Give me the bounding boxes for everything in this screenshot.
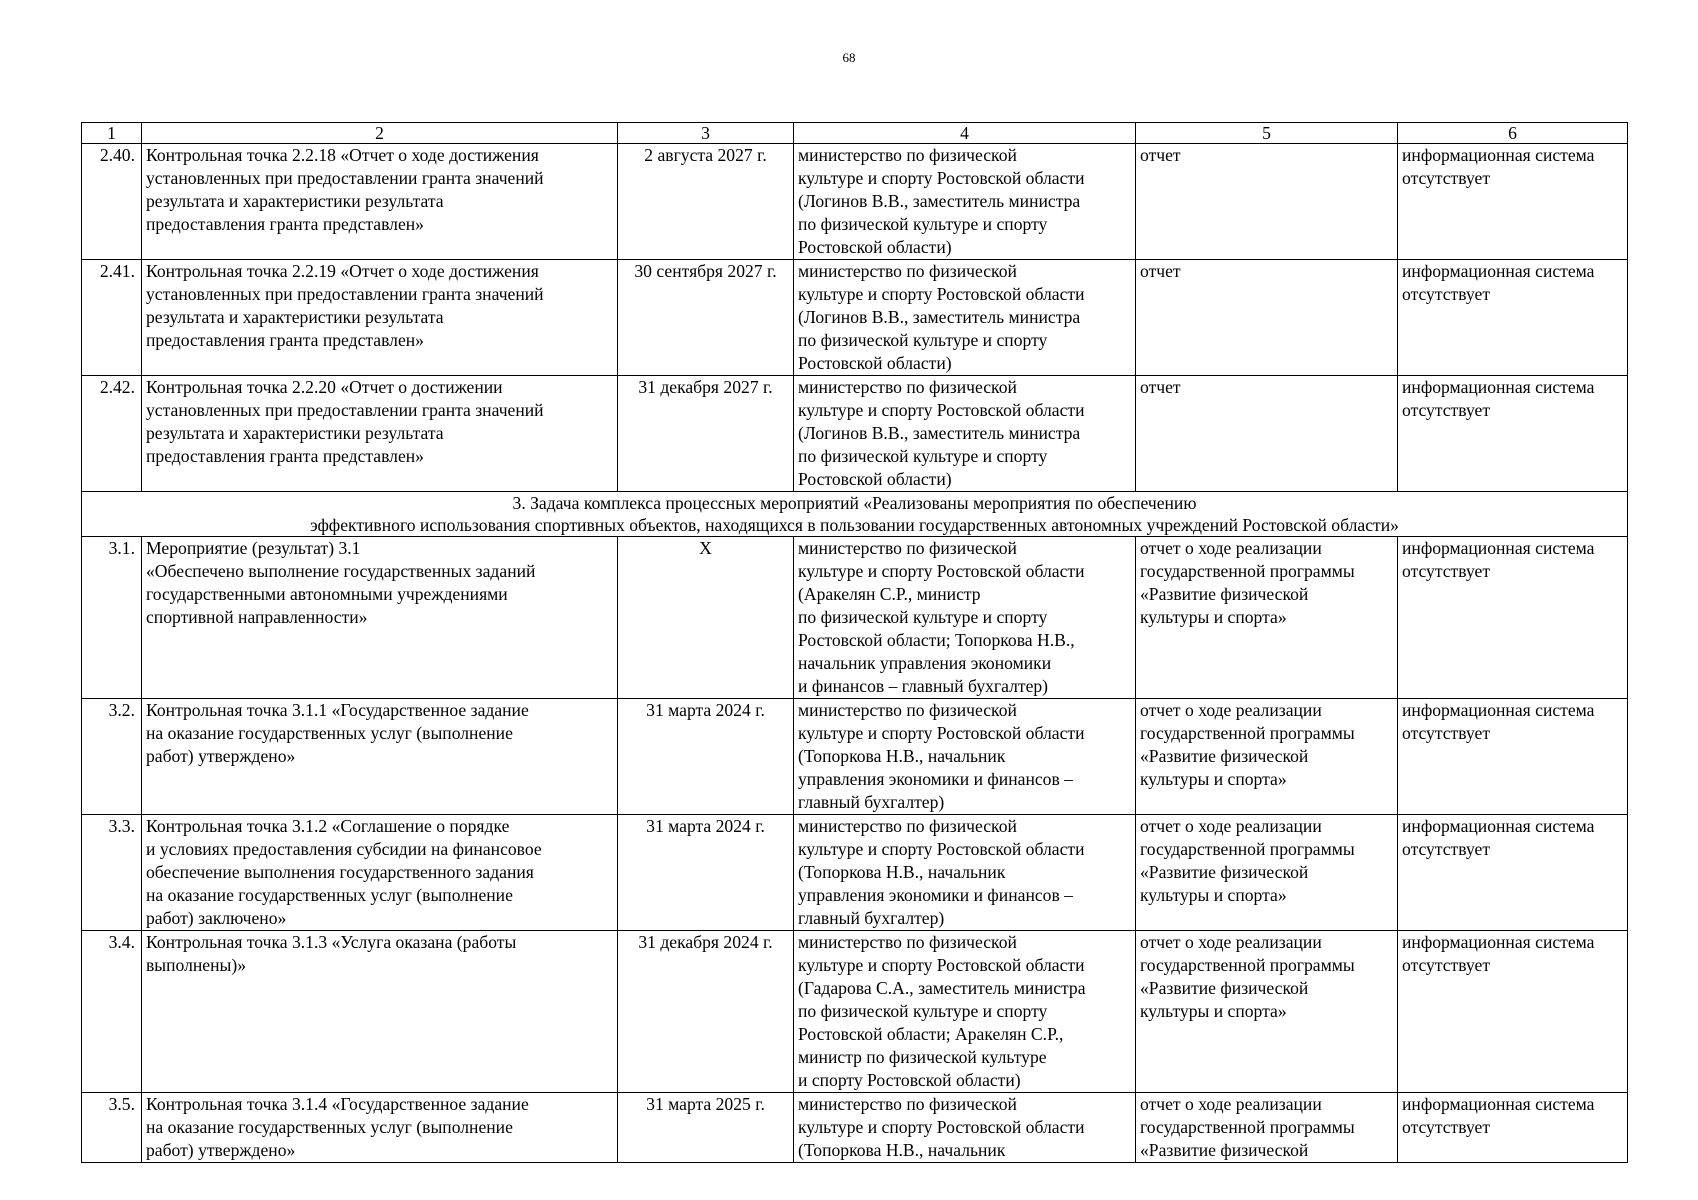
- responsible-line: главный бухгалтер): [798, 792, 945, 812]
- information-system-line: отсутствует: [1402, 168, 1491, 188]
- responsible-line: по физической культуре и спорту: [798, 607, 1048, 627]
- responsible-line: Ростовской области): [798, 469, 952, 489]
- information-system: [1398, 815, 1628, 931]
- table-row: [82, 537, 1628, 699]
- responsible: [794, 1093, 1136, 1163]
- event-name: [142, 376, 618, 492]
- column-header: 1: [82, 123, 142, 144]
- responsible-line: министр по физической культуре: [798, 1047, 1047, 1067]
- responsible-line: культуре и спорту Ростовской области: [798, 839, 1085, 859]
- event-name-line: спортивной направленности»: [146, 607, 368, 627]
- information-system-line: отсутствует: [1402, 284, 1491, 304]
- event-name-line: Контрольная точка 2.2.19 «Отчет о ходе достижения: [146, 261, 539, 281]
- responsible: [794, 537, 1136, 699]
- event-name-line: Контрольная точка 2.2.18 «Отчет о ходе достижения: [146, 145, 539, 165]
- deadline: 2 августа 2027 г.: [618, 144, 794, 260]
- document-type: [1136, 699, 1398, 815]
- document-type-line: отчет о ходе реализации: [1140, 816, 1322, 836]
- responsible-line: Ростовской области; Аракелян С.Р.,: [798, 1024, 1064, 1044]
- information-system-line: информационная система: [1402, 816, 1595, 836]
- information-system-line: информационная система: [1402, 932, 1595, 952]
- section-title-line: эффективного использования спортивных объектов, находящихся в пользовании государственных автономных учреждений Ростовской области»: [310, 515, 1399, 535]
- document-type-line: отчет о ходе реализации: [1140, 932, 1322, 952]
- information-system: [1398, 699, 1628, 815]
- responsible-line: министерство по физической: [798, 261, 1017, 281]
- responsible-line: (Гадарова С.А., заместитель министра: [798, 978, 1086, 998]
- document-type-line: отчет о ходе реализации: [1140, 700, 1322, 720]
- table-row: [82, 1093, 1628, 1163]
- document-type-line: «Развитие физической: [1140, 978, 1309, 998]
- table-row: [82, 815, 1628, 931]
- document-type: [1136, 537, 1398, 699]
- event-name: [142, 931, 618, 1093]
- event-name-line: Контрольная точка 3.1.4 «Государственное задание: [146, 1094, 529, 1114]
- responsible-line: министерство по физической: [798, 816, 1017, 836]
- table-row: [82, 699, 1628, 815]
- document-type: [1136, 376, 1398, 492]
- document-type-line: отчет: [1140, 377, 1181, 397]
- document-type-line: культуры и спорта»: [1140, 769, 1287, 789]
- deadline: 31 декабря 2027 г.: [618, 376, 794, 492]
- responsible: [794, 144, 1136, 260]
- responsible-line: управления экономики и финансов –: [798, 885, 1073, 905]
- event-name-line: на оказание государственных услуг (выполнение: [146, 1117, 513, 1137]
- responsible-line: министерство по физической: [798, 700, 1017, 720]
- event-name-line: работ) утверждено»: [146, 1140, 296, 1160]
- responsible-line: и спорту Ростовской области): [798, 1070, 1021, 1090]
- event-name: [142, 537, 618, 699]
- document-type: [1136, 931, 1398, 1093]
- information-system: [1398, 1093, 1628, 1163]
- document-type: [1136, 1093, 1398, 1163]
- document-type: [1136, 815, 1398, 931]
- information-system-line: информационная система: [1402, 700, 1595, 720]
- deadline: 31 марта 2024 г.: [618, 815, 794, 931]
- document-type-line: «Развитие физической: [1140, 746, 1309, 766]
- responsible-line: (Логинов В.В., заместитель министра: [798, 191, 1081, 211]
- plan-table: [81, 122, 1628, 1163]
- information-system: [1398, 144, 1628, 260]
- information-system-line: информационная система: [1402, 145, 1595, 165]
- event-name-line: работ) заключено»: [146, 908, 287, 928]
- information-system-line: отсутствует: [1402, 723, 1491, 743]
- document-type-line: государственной программы: [1140, 955, 1355, 975]
- deadline: 31 декабря 2024 г.: [618, 931, 794, 1093]
- document-type-line: «Развитие физической: [1140, 862, 1309, 882]
- row-number: 3.2.: [82, 699, 142, 815]
- responsible-line: культуре и спорту Ростовской области: [798, 723, 1085, 743]
- information-system: [1398, 376, 1628, 492]
- event-name-line: результата и характеристики результата: [146, 307, 444, 327]
- event-name-line: Мероприятие (результат) 3.1: [146, 538, 361, 558]
- section-title-line: 3. Задача комплекса процессных мероприятий «Реализованы мероприятия по обеспечению: [512, 493, 1197, 513]
- event-name: [142, 699, 618, 815]
- document-type-line: государственной программы: [1140, 839, 1355, 859]
- section-row: [82, 492, 1628, 537]
- header-row: [82, 123, 1628, 144]
- responsible-line: культуре и спорту Ростовской области: [798, 561, 1085, 581]
- event-name-line: работ) утверждено»: [146, 746, 296, 766]
- document-type: [1136, 260, 1398, 376]
- event-name-line: предоставления гранта представлен»: [146, 446, 424, 466]
- information-system-line: информационная система: [1402, 538, 1595, 558]
- responsible: [794, 376, 1136, 492]
- responsible-line: Ростовской области): [798, 353, 952, 373]
- row-number: 2.42.: [82, 376, 142, 492]
- event-name-line: результата и характеристики результата: [146, 191, 444, 211]
- responsible-line: министерство по физической: [798, 538, 1017, 558]
- document-type-line: отчет: [1140, 261, 1181, 281]
- event-name-line: установленных при предоставлении гранта значений: [146, 284, 544, 304]
- event-name-line: установленных при предоставлении гранта значений: [146, 168, 544, 188]
- event-name-line: предоставления гранта представлен»: [146, 214, 424, 234]
- responsible-line: главный бухгалтер): [798, 908, 945, 928]
- event-name-line: результата и характеристики результата: [146, 423, 444, 443]
- responsible-line: министерство по физической: [798, 932, 1017, 952]
- responsible-line: культуре и спорту Ростовской области: [798, 168, 1085, 188]
- table-row: [82, 376, 1628, 492]
- event-name: [142, 815, 618, 931]
- column-header: 2: [142, 123, 618, 144]
- responsible-line: по физической культуре и спорту: [798, 330, 1048, 350]
- table-row: [82, 931, 1628, 1093]
- column-header: 3: [618, 123, 794, 144]
- document-type-line: культуры и спорта»: [1140, 607, 1287, 627]
- responsible-line: культуре и спорту Ростовской области: [798, 284, 1085, 304]
- event-name-line: обеспечение выполнения государственного задания: [146, 862, 534, 882]
- document-type-line: «Развитие физической: [1140, 1140, 1309, 1160]
- row-number: 2.41.: [82, 260, 142, 376]
- document-type-line: «Развитие физической: [1140, 584, 1309, 604]
- document-type-line: отчет о ходе реализации: [1140, 538, 1322, 558]
- responsible-line: Ростовской области): [798, 237, 952, 257]
- responsible-line: начальник управления экономики: [798, 653, 1052, 673]
- responsible-line: министерство по физической: [798, 1094, 1017, 1114]
- row-number: 3.5.: [82, 1093, 142, 1163]
- column-header: 5: [1136, 123, 1398, 144]
- responsible: [794, 699, 1136, 815]
- document-type-line: культуры и спорта»: [1140, 1001, 1287, 1021]
- responsible-line: министерство по физической: [798, 377, 1017, 397]
- information-system-line: отсутствует: [1402, 839, 1491, 859]
- responsible-line: и финансов – главный бухгалтер): [798, 676, 1049, 696]
- responsible-line: по физической культуре и спорту: [798, 214, 1048, 234]
- deadline: 31 марта 2024 г.: [618, 699, 794, 815]
- information-system: [1398, 260, 1628, 376]
- event-name-line: на оказание государственных услуг (выполнение: [146, 723, 513, 743]
- table-row: [82, 144, 1628, 260]
- responsible-line: (Топоркова Н.В., начальник: [798, 746, 1006, 766]
- table-row: [82, 260, 1628, 376]
- event-name-line: Контрольная точка 3.1.3 «Услуга оказана (работы: [146, 932, 517, 952]
- responsible-line: управления экономики и финансов –: [798, 769, 1073, 789]
- event-name-line: «Обеспечено выполнение государственных заданий: [146, 561, 536, 581]
- information-system: [1398, 537, 1628, 699]
- information-system-line: информационная система: [1402, 1094, 1595, 1114]
- information-system-line: информационная система: [1402, 377, 1595, 397]
- column-header: 6: [1398, 123, 1628, 144]
- responsible-line: культуре и спорту Ростовской области: [798, 955, 1085, 975]
- responsible-line: министерство по физической: [798, 145, 1017, 165]
- responsible-line: (Логинов В.В., заместитель министра: [798, 423, 1081, 443]
- information-system-line: отсутствует: [1402, 561, 1491, 581]
- responsible: [794, 931, 1136, 1093]
- event-name: [142, 144, 618, 260]
- event-name: [142, 1093, 618, 1163]
- event-name-line: Контрольная точка 3.1.1 «Государственное задание: [146, 700, 529, 720]
- row-number: 3.3.: [82, 815, 142, 931]
- document-type-line: отчет о ходе реализации: [1140, 1094, 1322, 1114]
- column-header: 4: [794, 123, 1136, 144]
- page-number: 68: [842, 50, 856, 65]
- responsible-line: (Аракелян С.Р., министр: [798, 584, 981, 604]
- event-name-line: предоставления гранта представлен»: [146, 330, 424, 350]
- responsible-line: (Логинов В.В., заместитель министра: [798, 307, 1081, 327]
- information-system-line: отсутствует: [1402, 1117, 1491, 1137]
- deadline: 31 марта 2025 г.: [618, 1093, 794, 1163]
- event-name-line: государственными автономными учреждениями: [146, 584, 508, 604]
- deadline: Х: [618, 537, 794, 699]
- information-system-line: отсутствует: [1402, 400, 1491, 420]
- deadline: 30 сентября 2027 г.: [618, 260, 794, 376]
- responsible: [794, 260, 1136, 376]
- event-name-line: Контрольная точка 3.1.2 «Соглашение о порядке: [146, 816, 510, 836]
- responsible-line: по физической культуре и спорту: [798, 1001, 1048, 1021]
- document-type-line: культуры и спорта»: [1140, 885, 1287, 905]
- responsible-line: (Топоркова Н.В., начальник: [798, 862, 1006, 882]
- responsible-line: культуре и спорту Ростовской области: [798, 400, 1085, 420]
- information-system-line: информационная система: [1402, 261, 1595, 281]
- event-name-line: на оказание государственных услуг (выполнение: [146, 885, 513, 905]
- information-system: [1398, 931, 1628, 1093]
- event-name-line: выполнены)»: [146, 955, 247, 975]
- document-type: [1136, 144, 1398, 260]
- responsible-line: Ростовской области; Топоркова Н.В.,: [798, 630, 1075, 650]
- document-type-line: государственной программы: [1140, 1117, 1355, 1137]
- row-number: 2.40.: [82, 144, 142, 260]
- information-system-line: отсутствует: [1402, 955, 1491, 975]
- responsible-line: культуре и спорту Ростовской области: [798, 1117, 1085, 1137]
- row-number: 3.4.: [82, 931, 142, 1093]
- document-type-line: государственной программы: [1140, 723, 1355, 743]
- document-type-line: государственной программы: [1140, 561, 1355, 581]
- event-name-line: установленных при предоставлении гранта значений: [146, 400, 544, 420]
- section-title: [82, 492, 1628, 537]
- row-number: 3.1.: [82, 537, 142, 699]
- document-type-line: отчет: [1140, 145, 1181, 165]
- event-name-line: и условиях предоставления субсидии на финансовое: [146, 839, 542, 859]
- responsible-line: по физической культуре и спорту: [798, 446, 1048, 466]
- responsible: [794, 815, 1136, 931]
- event-name: [142, 260, 618, 376]
- responsible-line: (Топоркова Н.В., начальник: [798, 1140, 1006, 1160]
- event-name-line: Контрольная точка 2.2.20 «Отчет о достижении: [146, 377, 503, 397]
